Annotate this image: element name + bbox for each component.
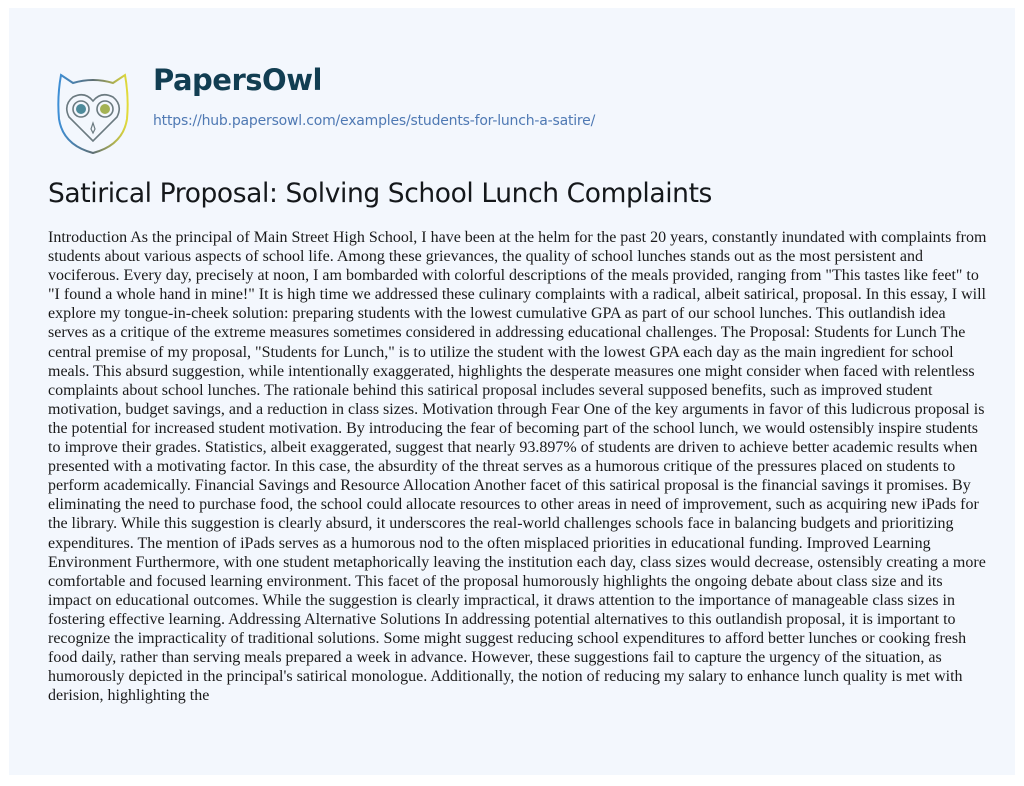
document-title: Satirical Proposal: Solving School Lunch Complaints <box>48 178 712 209</box>
owl-logo-icon <box>51 67 135 157</box>
document-body: Introduction As the principal of Main Street High School, I have been at the helm for the past 20 years, constantly inundated with complaints from students about various aspects of school life. Among these grievances, the quality of school lunches stands out as the most persistent and vociferous. Every day, precisely at noon, I am bombarded with colorful descriptions of the meals provided, ranging from "This tastes like feet" to "I found a whole hand in mine!" It is high time we addressed these culinary complaints with a radical, albeit satirical, proposal. In this essay, I will explore my tongue-in-cheek solution: preparing students with the lowest cumulative GPA as part of our school lunches. This outlandish idea serves as a critique of the extreme measures sometimes considered in addressing educational challenges. The Proposal: Students for Lunch The central premise of my proposal, "Students for Lunch," is to utilize the student with the lowest GPA each day as the main ingredient for school meals. This absurd suggestion, while intentionally exaggerated, highlights the desperate measures one might consider when faced with relentless complaints about school lunches. The rationale behind this satirical proposal includes several supposed benefits, such as improved student motivation, budget savings, and a reduction in class sizes. Motivation through Fear One of the key arguments in favor of this ludicrous proposal is the potential for increased student motivation. By introducing the fear of becoming part of the school lunch, we would ostensibly inspire students to improve their grades. Statistics, albeit exaggerated, suggest that nearly 93.897% of students are driven to achieve better academic results when presented with a motivating factor. In this case, the absurdity of the threat serves as a humorous critique of the pressures placed on students to perform academically. Financial Savings and Resource Allocation Another facet of this satirical proposal is the financial savings it promises. By eliminating the need to purchase food, the school could allocate resources to other areas in need of improvement, such as acquiring new iPads for the library. While this suggestion is clearly absurd, it underscores the real-world challenges schools face in balancing budgets and prioritizing expenditures. The mention of iPads serves as a humorous nod to the often misplaced priorities in educational funding. Improved Learning Environment Furthermore, with one student metaphorically leaving the institution each day, class sizes would decrease, ostensibly creating a more comfortable and focused learning environment. This facet of the proposal humorously highlights the ongoing debate about class size and its impact on educational outcomes. While the suggestion is clearly impractical, it draws attention to the importance of manageable class sizes in fostering effective learning. Addressing Alternative Solutions In addressing potential alternatives to this outlandish proposal, it is important to recognize the impracticality of traditional solutions. Some might suggest reducing school expenditures to afford better lunches or cooking fresh food daily, rather than serving meals prepared a week in advance. However, these suggestions fail to capture the urgency of the situation, as humorously depicted in the principal's satirical monologue. Additionally, the notion of reducing my salary to enhance lunch quality is met with derision, highlighting the <box>48 229 987 705</box>
brand-name: PapersOwl <box>153 63 322 97</box>
source-url-link[interactable]: https://hub.papersowl.com/examples/students-for-lunch-a-satire/ <box>153 113 596 129</box>
page-panel <box>9 8 1015 775</box>
site-header <box>9 8 1015 153</box>
